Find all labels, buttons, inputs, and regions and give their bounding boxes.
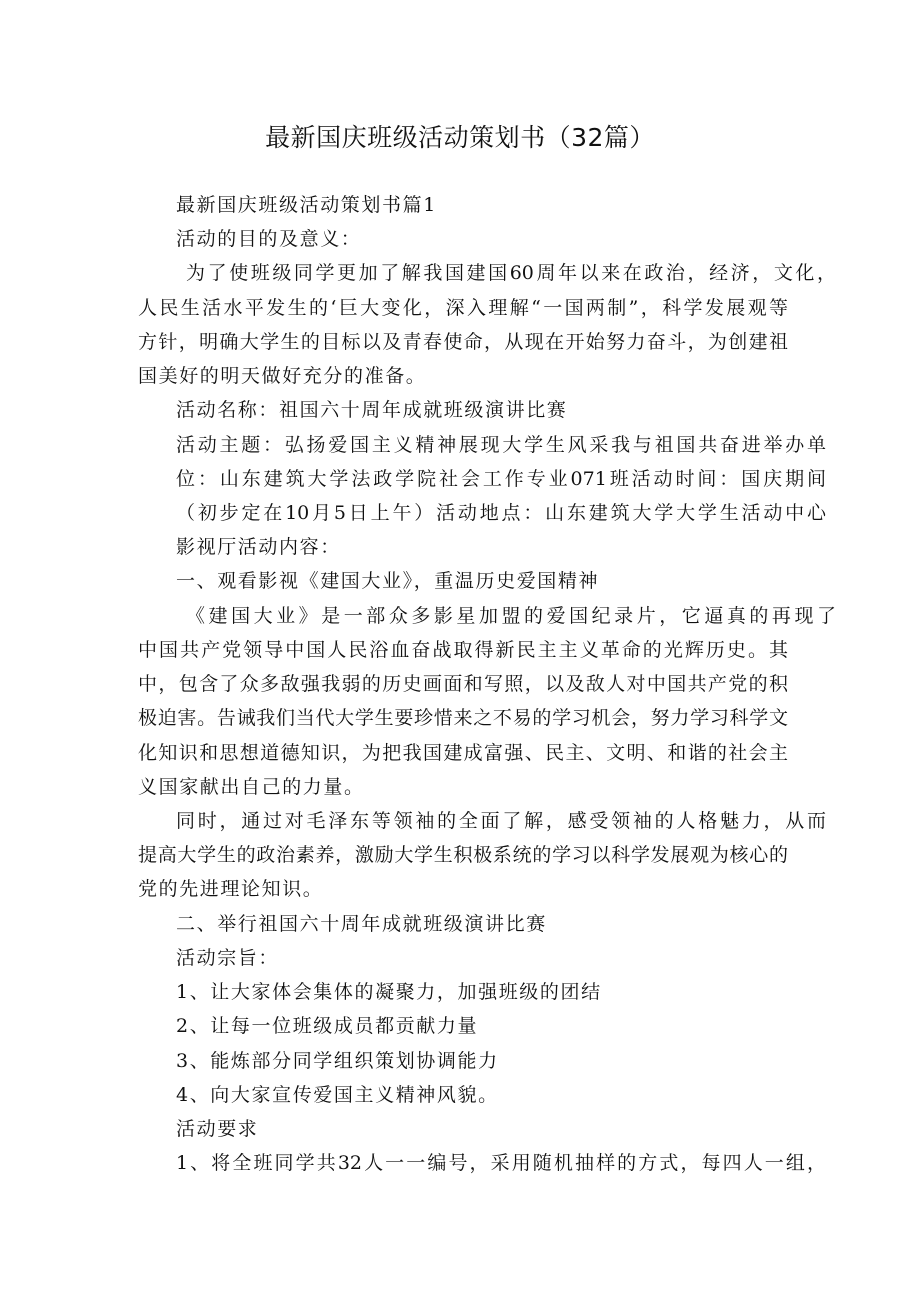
paragraph-line: 位：山东建筑大学法政学院社会工作专业071班活动时间：国庆期间 (176, 468, 826, 490)
paragraph-line: 极迫害。告诫我们当代大学生要珍惜来之不易的学习机会，努力学习科学文 (138, 707, 788, 729)
list-item: 4、向大家宣传爱国主义精神风貌。 (176, 1084, 499, 1106)
paragraph-line: 活动主题：弘扬爱国主义精神展现大学生风采我与祖国共奋进举办单 (176, 434, 826, 456)
section-heading: 一、观看影视《建国大业》，重温历史爱国精神 (176, 570, 600, 592)
paragraph-line: 活动要求 (176, 1118, 259, 1140)
document-title: 最新国庆班级活动策划书（32篇） (265, 123, 655, 152)
paragraph-line: 化知识和思想道德知识，为把我国建成富强、民主、文明、和谐的社会主 (138, 742, 788, 764)
paragraph-line: 中，包含了众多敌强我弱的历史画面和写照，以及敌人对中国共产党的积 (138, 673, 788, 695)
paragraph-line: 影视厅活动内容： (176, 536, 341, 558)
paragraph-line: 同时，通过对毛泽东等领袖的全面了解，感受领袖的人格魅力，从而 (176, 810, 826, 832)
list-item: 1、将全班同学共32人一一编号，采用随机抽样的方式，每四人一组， (176, 1152, 826, 1174)
paragraph-line: 活动的目的及意义： (176, 228, 362, 250)
list-item: 1、让大家体会集体的凝聚力，加强班级的团结 (176, 981, 602, 1003)
paragraph-line: 活动宗旨： (176, 947, 280, 969)
list-item: 2、让每一位班级成员都贡献力量 (176, 1015, 479, 1037)
section-heading: 二、举行祖国六十周年成就班级演讲比赛 (176, 913, 547, 935)
section-heading: 最新国庆班级活动策划书篇1 (176, 194, 437, 216)
paragraph-line: 中国共产党领导中国人民浴血奋战取得新民主主义革命的光辉历史。其 (138, 639, 788, 661)
paragraph-line: 为了使班级同学更加了解我国建国60周年以来在政治，经济，文化， (186, 262, 836, 284)
paragraph-line: 人民生活水平发生的‘巨大变化，深入理解“一国两制”，科学发展观等 (138, 297, 788, 319)
paragraph-line: 义国家献出自己的力量。 (138, 776, 365, 798)
paragraph-line: 《建国大业》是一部众多影星加盟的爱国纪录片，它逼真的再现了 (186, 605, 836, 627)
paragraph-line: 国美好的明天做好充分的准备。 (138, 365, 427, 387)
paragraph-line: 方针，明确大学生的目标以及青春使命，从现在开始努力奋斗，为创建祖 (138, 331, 788, 353)
paragraph-line: （初步定在10月5日上午）活动地点：山东建筑大学大学生活动中心 (176, 502, 826, 524)
list-item: 3、能炼部分同学组织策划协调能力 (176, 1050, 499, 1072)
paragraph-line: 党的先进理论知识。 (138, 878, 324, 900)
paragraph-line: 活动名称：祖国六十周年成就班级演讲比赛 (176, 399, 568, 421)
paragraph-line: 提高大学生的政治素养，激励大学生积极系统的学习以科学发展观为核心的 (138, 844, 788, 866)
